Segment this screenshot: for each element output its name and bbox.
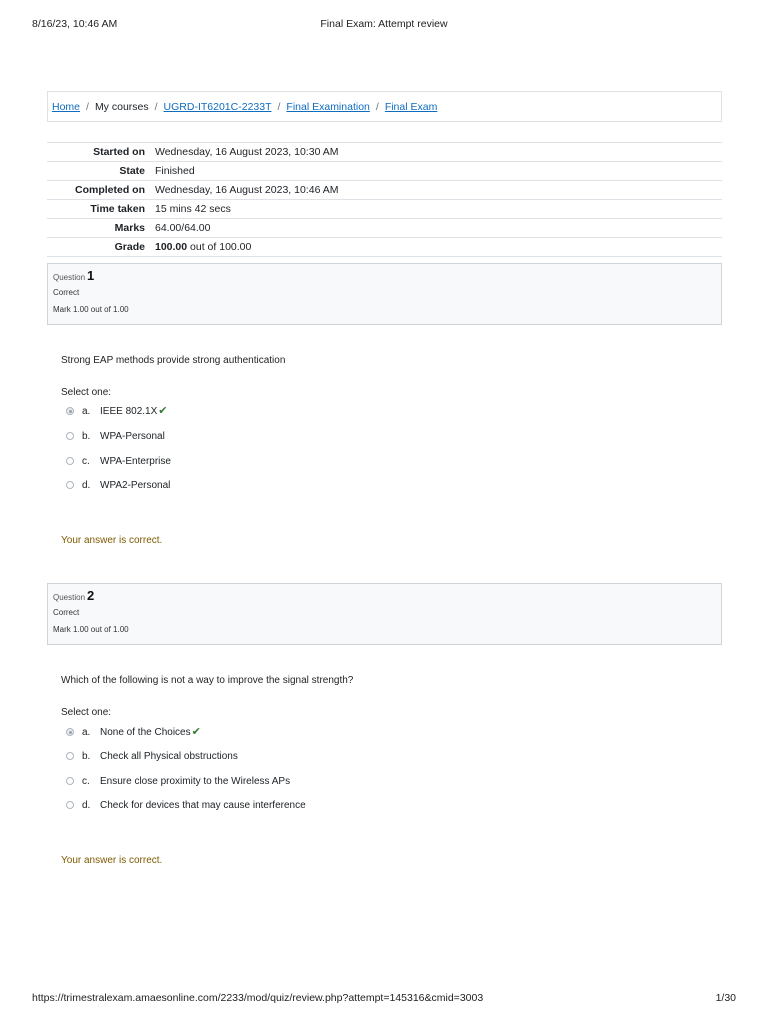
option-letter: b. xyxy=(82,430,91,442)
option-text: Ensure close proximity to the Wireless APs xyxy=(100,775,291,787)
answer-option[interactable] xyxy=(66,749,238,763)
answer-option[interactable] xyxy=(66,454,171,468)
radio-icon[interactable] xyxy=(66,407,74,415)
answer-option[interactable] xyxy=(66,774,290,788)
summary-row-marks xyxy=(47,219,722,238)
option-text: None of the Choices xyxy=(100,726,191,738)
radio-icon[interactable] xyxy=(66,801,74,809)
option-text: Check for devices that may cause interference xyxy=(100,799,306,811)
breadcrumb-separator: / xyxy=(277,100,281,113)
summary-row-completed xyxy=(47,181,722,200)
question-label: Question xyxy=(53,593,86,602)
question-text: Strong EAP methods provide strong authentication xyxy=(61,355,286,366)
check-icon: ✔ xyxy=(158,405,168,417)
attempt-summary-table xyxy=(47,142,722,257)
print-page-number: 1/30 xyxy=(715,992,736,1004)
summary-row-started xyxy=(47,143,722,162)
summary-label: Grade xyxy=(47,238,151,257)
question-label: Question xyxy=(53,273,86,282)
summary-label: Started on xyxy=(47,143,151,162)
radio-icon[interactable] xyxy=(66,432,74,440)
print-url: https://trimestralexam.amaesonline.com/2233/mod/quiz/review.php?attempt=145316&cmid=3003 xyxy=(32,992,484,1004)
summary-label: Time taken xyxy=(47,200,151,219)
grade-out-of: out of 100.00 xyxy=(187,241,252,253)
question-number: 1 xyxy=(87,268,95,283)
question-mark: Mark 1.00 out of 1.00 xyxy=(53,305,129,314)
summary-label: Completed on xyxy=(47,181,151,200)
summary-value: Wednesday, 16 August 2023, 10:30 AM xyxy=(151,143,722,162)
print-page-title: Final Exam: Attempt review xyxy=(320,18,448,30)
summary-value: Finished xyxy=(151,162,722,181)
question-state: Correct xyxy=(53,288,80,297)
summary-value: Wednesday, 16 August 2023, 10:46 AM xyxy=(151,181,722,200)
radio-icon[interactable] xyxy=(66,457,74,465)
check-icon: ✔ xyxy=(191,726,201,738)
question-info-box xyxy=(47,263,722,325)
question-text: Which of the following is not a way to improve the signal strength? xyxy=(61,675,354,686)
breadcrumb-separator: / xyxy=(375,100,379,113)
summary-label: State xyxy=(47,162,151,181)
breadcrumb-section-link[interactable]: Final Examination xyxy=(286,100,370,113)
breadcrumb-quiz-link[interactable]: Final Exam xyxy=(384,100,438,113)
grade-score: 100.00 xyxy=(155,241,188,253)
select-one-label: Select one: xyxy=(61,387,112,398)
answer-option[interactable] xyxy=(66,404,167,418)
summary-row-state xyxy=(47,162,722,181)
summary-value: 64.00/64.00 xyxy=(151,219,722,238)
radio-icon[interactable] xyxy=(66,752,74,760)
option-text: WPA2-Personal xyxy=(100,479,171,491)
summary-row-grade xyxy=(47,238,722,257)
option-letter: a. xyxy=(82,726,91,738)
question-mark: Mark 1.00 out of 1.00 xyxy=(53,625,129,634)
question-state: Correct xyxy=(53,608,80,617)
option-letter: c. xyxy=(82,775,90,787)
option-letter: b. xyxy=(82,750,91,762)
breadcrumb-home-link[interactable]: Home xyxy=(52,100,81,113)
answer-option[interactable] xyxy=(66,478,170,492)
answer-feedback: Your answer is correct. xyxy=(61,535,163,546)
print-footer xyxy=(32,992,736,1006)
option-letter: d. xyxy=(82,479,91,491)
option-text: Check all Physical obstructions xyxy=(100,750,238,762)
option-letter: c. xyxy=(82,455,90,467)
question-info-box xyxy=(47,583,722,645)
summary-value xyxy=(151,238,722,257)
breadcrumb-course-link[interactable]: UGRD-IT6201C-2233T xyxy=(163,100,272,113)
summary-row-time xyxy=(47,200,722,219)
answer-option[interactable] xyxy=(66,725,201,739)
option-letter: a. xyxy=(82,405,91,417)
select-one-label: Select one: xyxy=(61,707,112,718)
breadcrumb xyxy=(47,91,722,122)
breadcrumb-separator: / xyxy=(154,100,158,113)
question-number: 2 xyxy=(87,588,95,603)
answer-option[interactable] xyxy=(66,429,165,443)
radio-icon[interactable] xyxy=(66,777,74,785)
radio-icon[interactable] xyxy=(66,728,74,736)
option-letter: d. xyxy=(82,799,91,811)
summary-label: Marks xyxy=(47,219,151,238)
option-text: IEEE 802.1X xyxy=(100,405,158,417)
radio-icon[interactable] xyxy=(66,481,74,489)
breadcrumb-separator: / xyxy=(86,100,89,113)
option-text: WPA-Personal xyxy=(100,430,165,442)
option-text: WPA-Enterprise xyxy=(100,455,171,467)
print-datetime: 8/16/23, 10:46 AM xyxy=(32,18,118,30)
answer-option[interactable] xyxy=(66,798,306,812)
print-header xyxy=(32,18,736,32)
breadcrumb-my-courses: My courses xyxy=(94,100,149,113)
summary-value: 15 mins 42 secs xyxy=(151,200,722,219)
answer-feedback: Your answer is correct. xyxy=(61,855,163,866)
